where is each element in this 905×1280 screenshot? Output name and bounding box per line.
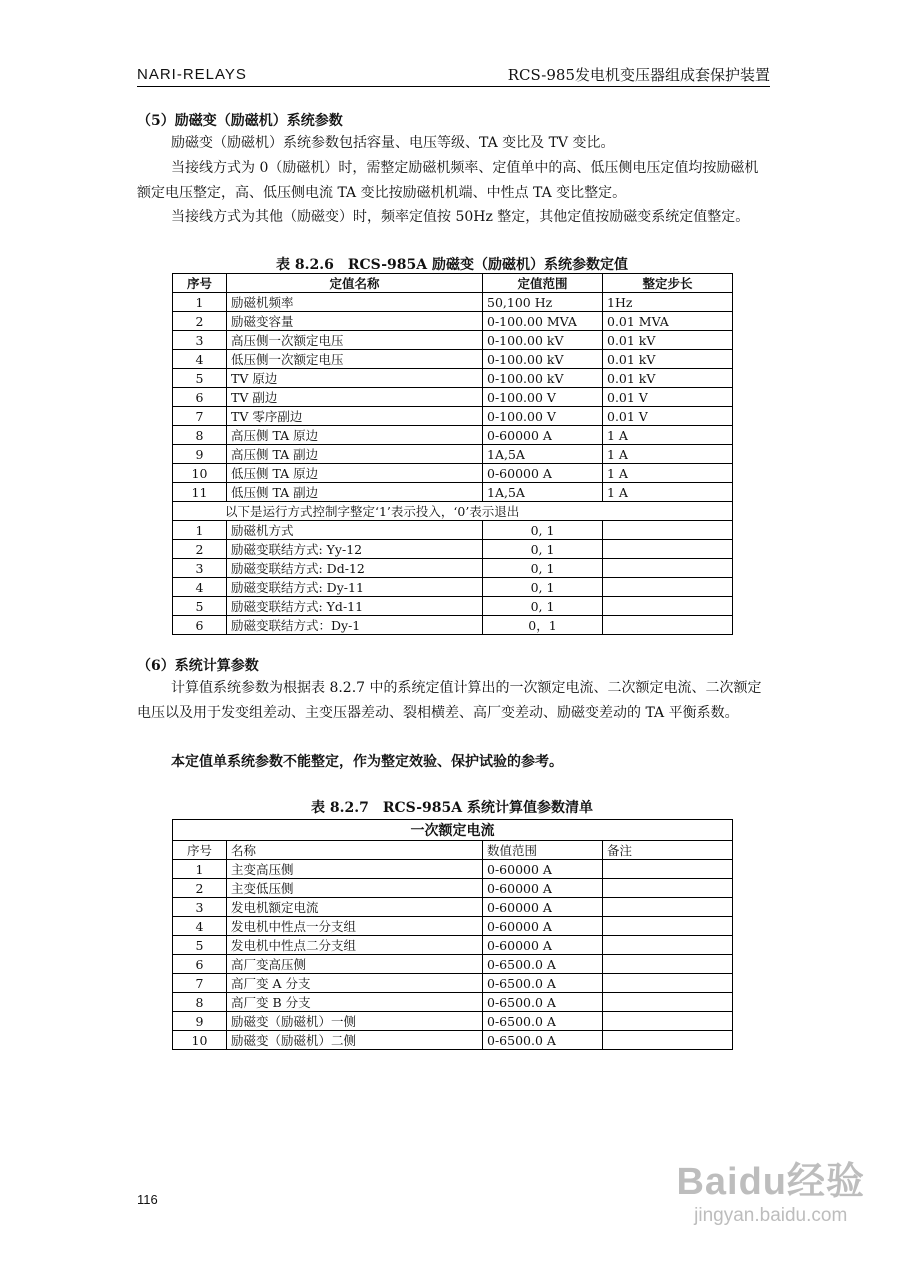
- table-row: [173, 464, 733, 483]
- table-cell: 1 A: [603, 483, 733, 502]
- table-cell: 高厂变 A 分支: [227, 974, 483, 993]
- table-row: [173, 974, 733, 993]
- table-row: [173, 955, 733, 974]
- table-cell: 励磁机频率: [227, 293, 483, 312]
- table-cell: 5: [173, 936, 227, 955]
- table-cell: 2: [173, 540, 227, 559]
- table-cell: 高压侧一次额定电压: [227, 331, 483, 350]
- table-row: [173, 616, 733, 635]
- table-cell: 0-100.00 MVA: [483, 312, 603, 331]
- table-cell: 励磁机方式: [227, 521, 483, 540]
- table1-caption: 表 8.2.6 RCS-985A 励磁变（励磁机）系统参数定值: [275, 257, 628, 273]
- table-cell: 0, 1: [483, 540, 603, 559]
- table-row: [173, 597, 733, 616]
- table-cell: 1: [173, 860, 227, 879]
- table-row: [173, 483, 733, 502]
- table-row: [173, 445, 733, 464]
- table-row: [173, 293, 733, 312]
- header-right: RCS-985发电机变压器组成套保护装置: [507, 66, 770, 84]
- table-cell: 励磁变联结方式: Yd-11: [227, 597, 483, 616]
- section6-p1: 计算值系统参数为根据表 8.2.7 中的系统定值计算出的一次额定电流、二次额定电流、二次额定电压以及用于发变组差动、主变压器差动、裂相横差、高厂变差动、励磁变差动的 TA 平衡系数。: [137, 680, 762, 721]
- column-header: 序号: [173, 274, 227, 293]
- column-header: 名称: [227, 841, 483, 860]
- table-cell: 0, 1: [483, 521, 603, 540]
- table-row: [173, 1012, 733, 1031]
- table-row: [173, 426, 733, 445]
- table-cell: 3: [173, 331, 227, 350]
- table-row: [173, 369, 733, 388]
- table-cell: 1: [173, 521, 227, 540]
- table-cell: 1 A: [603, 426, 733, 445]
- table-cell: 低压侧 TA 副边: [227, 483, 483, 502]
- table-cell: 1 A: [603, 445, 733, 464]
- column-header: 整定步长: [603, 274, 733, 293]
- table-cell: [603, 955, 733, 974]
- table-cell: 4: [173, 578, 227, 597]
- table-row: [173, 936, 733, 955]
- table-note-row: [173, 502, 733, 521]
- table-cell: 4: [173, 917, 227, 936]
- table-cell: 高压侧 TA 原边: [227, 426, 483, 445]
- table-cell: 0.01 kV: [603, 350, 733, 369]
- table-cell: 10: [173, 1031, 227, 1050]
- watermark-url: jingyan.baidu.com: [694, 1205, 848, 1226]
- table-cell: [603, 917, 733, 936]
- table-cell: 6: [173, 616, 227, 635]
- table2-group-header: 一次额定电流: [173, 820, 733, 841]
- table-cell: 4: [173, 350, 227, 369]
- table-row: [173, 312, 733, 331]
- table-row: [173, 407, 733, 426]
- table-cell: 励磁变联结方式: Dd-12: [227, 559, 483, 578]
- table-row: [173, 559, 733, 578]
- table-cell: 7: [173, 407, 227, 426]
- column-header: 定值名称: [227, 274, 483, 293]
- table-cell: 低压侧一次额定电压: [227, 350, 483, 369]
- table-note: 以下是运行方式控制字整定‘1’表示投入，‘0’表示退出: [173, 502, 733, 521]
- table-cell: 0-60000 A: [483, 464, 603, 483]
- table2: [172, 819, 733, 1050]
- table-cell: 发电机额定电流: [227, 898, 483, 917]
- section5-p2: 当接线方式为 0（励磁机）时，需整定励磁机频率、定值单中的高、低压侧电压定值均按励磁机额定电压整定，高、低压侧电流 TA 变比按励磁机机端、中性点 TA 变比整定。: [137, 160, 759, 201]
- table-cell: 励磁变（励磁机）一侧: [227, 1012, 483, 1031]
- table-cell: 2: [173, 879, 227, 898]
- table-cell: 0-60000 A: [483, 860, 603, 879]
- table-cell: 0-60000 A: [483, 917, 603, 936]
- table-cell: [603, 936, 733, 955]
- table-cell: [603, 559, 733, 578]
- table-cell: 0-6500.0 A: [483, 993, 603, 1012]
- table-cell: 0.01 V: [603, 407, 733, 426]
- column-header: 备注: [603, 841, 733, 860]
- table-cell: 0.01 kV: [603, 331, 733, 350]
- table-cell: 发电机中性点一分支组: [227, 917, 483, 936]
- header-left: NARI-RELAYS: [137, 66, 247, 83]
- table-cell: 励磁变联结方式：Dy-1: [227, 616, 483, 635]
- table-cell: [603, 521, 733, 540]
- table-cell: 高压侧 TA 副边: [227, 445, 483, 464]
- table-cell: 高厂变 B 分支: [227, 993, 483, 1012]
- table-cell: [603, 974, 733, 993]
- table-cell: 励磁变联结方式: Yy-12: [227, 540, 483, 559]
- table-cell: [603, 1012, 733, 1031]
- table-cell: 0-60000 A: [483, 898, 603, 917]
- table-cell: 1A,5A: [483, 483, 603, 502]
- table-cell: [603, 597, 733, 616]
- table-cell: 8: [173, 426, 227, 445]
- table-cell: 0-100.00 kV: [483, 369, 603, 388]
- table-cell: 0-100.00 kV: [483, 331, 603, 350]
- table-cell: 0-100.00 kV: [483, 350, 603, 369]
- table-row: [173, 860, 733, 879]
- table-cell: 9: [173, 445, 227, 464]
- table-cell: 0-100.00 V: [483, 388, 603, 407]
- section5-title: （5）励磁变（励磁机）系统参数: [137, 113, 343, 129]
- table-cell: 2: [173, 312, 227, 331]
- table-row: [173, 578, 733, 597]
- table-cell: [603, 879, 733, 898]
- column-header: 数值范围: [483, 841, 603, 860]
- table-row: [173, 1031, 733, 1050]
- table-row: [173, 879, 733, 898]
- table-cell: 0, 1: [483, 597, 603, 616]
- table-cell: TV 原边: [227, 369, 483, 388]
- table-cell: 10: [173, 464, 227, 483]
- table-cell: 5: [173, 597, 227, 616]
- section5-p3: 当接线方式为其他（励磁变）时，频率定值按 50Hz 整定，其他定值按励磁变系统定值整定。: [171, 209, 750, 225]
- table-row: [173, 388, 733, 407]
- section6-p2: 本定值单系统参数不能整定，作为整定效验、保护试验的参考。: [171, 754, 563, 770]
- table-cell: 1Hz: [603, 293, 733, 312]
- table-cell: 0, 1: [483, 559, 603, 578]
- table-row: [173, 898, 733, 917]
- table-row: [173, 540, 733, 559]
- header-rule: [137, 86, 770, 87]
- table-cell: 6: [173, 388, 227, 407]
- table-cell: [603, 898, 733, 917]
- table-cell: [603, 616, 733, 635]
- table-cell: 主变高压侧: [227, 860, 483, 879]
- table-cell: 0-6500.0 A: [483, 955, 603, 974]
- table-cell: 11: [173, 483, 227, 502]
- table-cell: 3: [173, 898, 227, 917]
- table1-header: [173, 274, 733, 293]
- table-cell: 0, 1: [483, 578, 603, 597]
- table-cell: TV 副边: [227, 388, 483, 407]
- table-cell: 励磁变联结方式: Dy-11: [227, 578, 483, 597]
- table-row: [173, 993, 733, 1012]
- table-cell: 0-6500.0 A: [483, 1031, 603, 1050]
- table-cell: 0.01 kV: [603, 369, 733, 388]
- table-cell: 0，1: [483, 616, 603, 635]
- table-cell: 1: [173, 293, 227, 312]
- table-cell: TV 零序副边: [227, 407, 483, 426]
- table-cell: 励磁变（励磁机）二侧: [227, 1031, 483, 1050]
- column-header: 定值范围: [483, 274, 603, 293]
- table-cell: 9: [173, 1012, 227, 1031]
- table-cell: 6: [173, 955, 227, 974]
- table-cell: [603, 860, 733, 879]
- table-cell: 1 A: [603, 464, 733, 483]
- table-cell: 0-6500.0 A: [483, 1012, 603, 1031]
- table-cell: 发电机中性点二分支组: [227, 936, 483, 955]
- section6-title: （6）系统计算参数: [137, 658, 259, 674]
- table-cell: [603, 1031, 733, 1050]
- table-row: [173, 331, 733, 350]
- section5-p1: 励磁变（励磁机）系统参数包括容量、电压等级、TA 变比及 TV 变比。: [171, 135, 615, 151]
- table2-caption: 表 8.2.7 RCS-985A 系统计算值参数清单: [310, 800, 594, 816]
- table-cell: 7: [173, 974, 227, 993]
- table-cell: 3: [173, 559, 227, 578]
- table-cell: [603, 540, 733, 559]
- table-cell: 高厂变高压侧: [227, 955, 483, 974]
- table-cell: 0.01 MVA: [603, 312, 733, 331]
- table-cell: [603, 993, 733, 1012]
- page-number: 116: [137, 1192, 158, 1207]
- table-row: [173, 521, 733, 540]
- table-cell: 1A,5A: [483, 445, 603, 464]
- table2-header: [173, 841, 733, 860]
- table-row: [173, 917, 733, 936]
- table-cell: 50,100 Hz: [483, 293, 603, 312]
- table-cell: 0-60000 A: [483, 936, 603, 955]
- table-cell: 励磁变容量: [227, 312, 483, 331]
- table-cell: 0-100.00 V: [483, 407, 603, 426]
- table-cell: 0-60000 A: [483, 426, 603, 445]
- table-cell: 0-6500.0 A: [483, 974, 603, 993]
- watermark-brand: Baidu经验: [676, 1161, 865, 1203]
- table-cell: 主变低压侧: [227, 879, 483, 898]
- table-row: [173, 350, 733, 369]
- table-cell: 5: [173, 369, 227, 388]
- column-header: 序号: [173, 841, 227, 860]
- table-cell: 8: [173, 993, 227, 1012]
- table-cell: 0.01 V: [603, 388, 733, 407]
- watermark: [676, 1150, 865, 1227]
- table-cell: 低压侧 TA 原边: [227, 464, 483, 483]
- table-cell: 0-60000 A: [483, 879, 603, 898]
- table-cell: [603, 578, 733, 597]
- table1: [172, 273, 733, 635]
